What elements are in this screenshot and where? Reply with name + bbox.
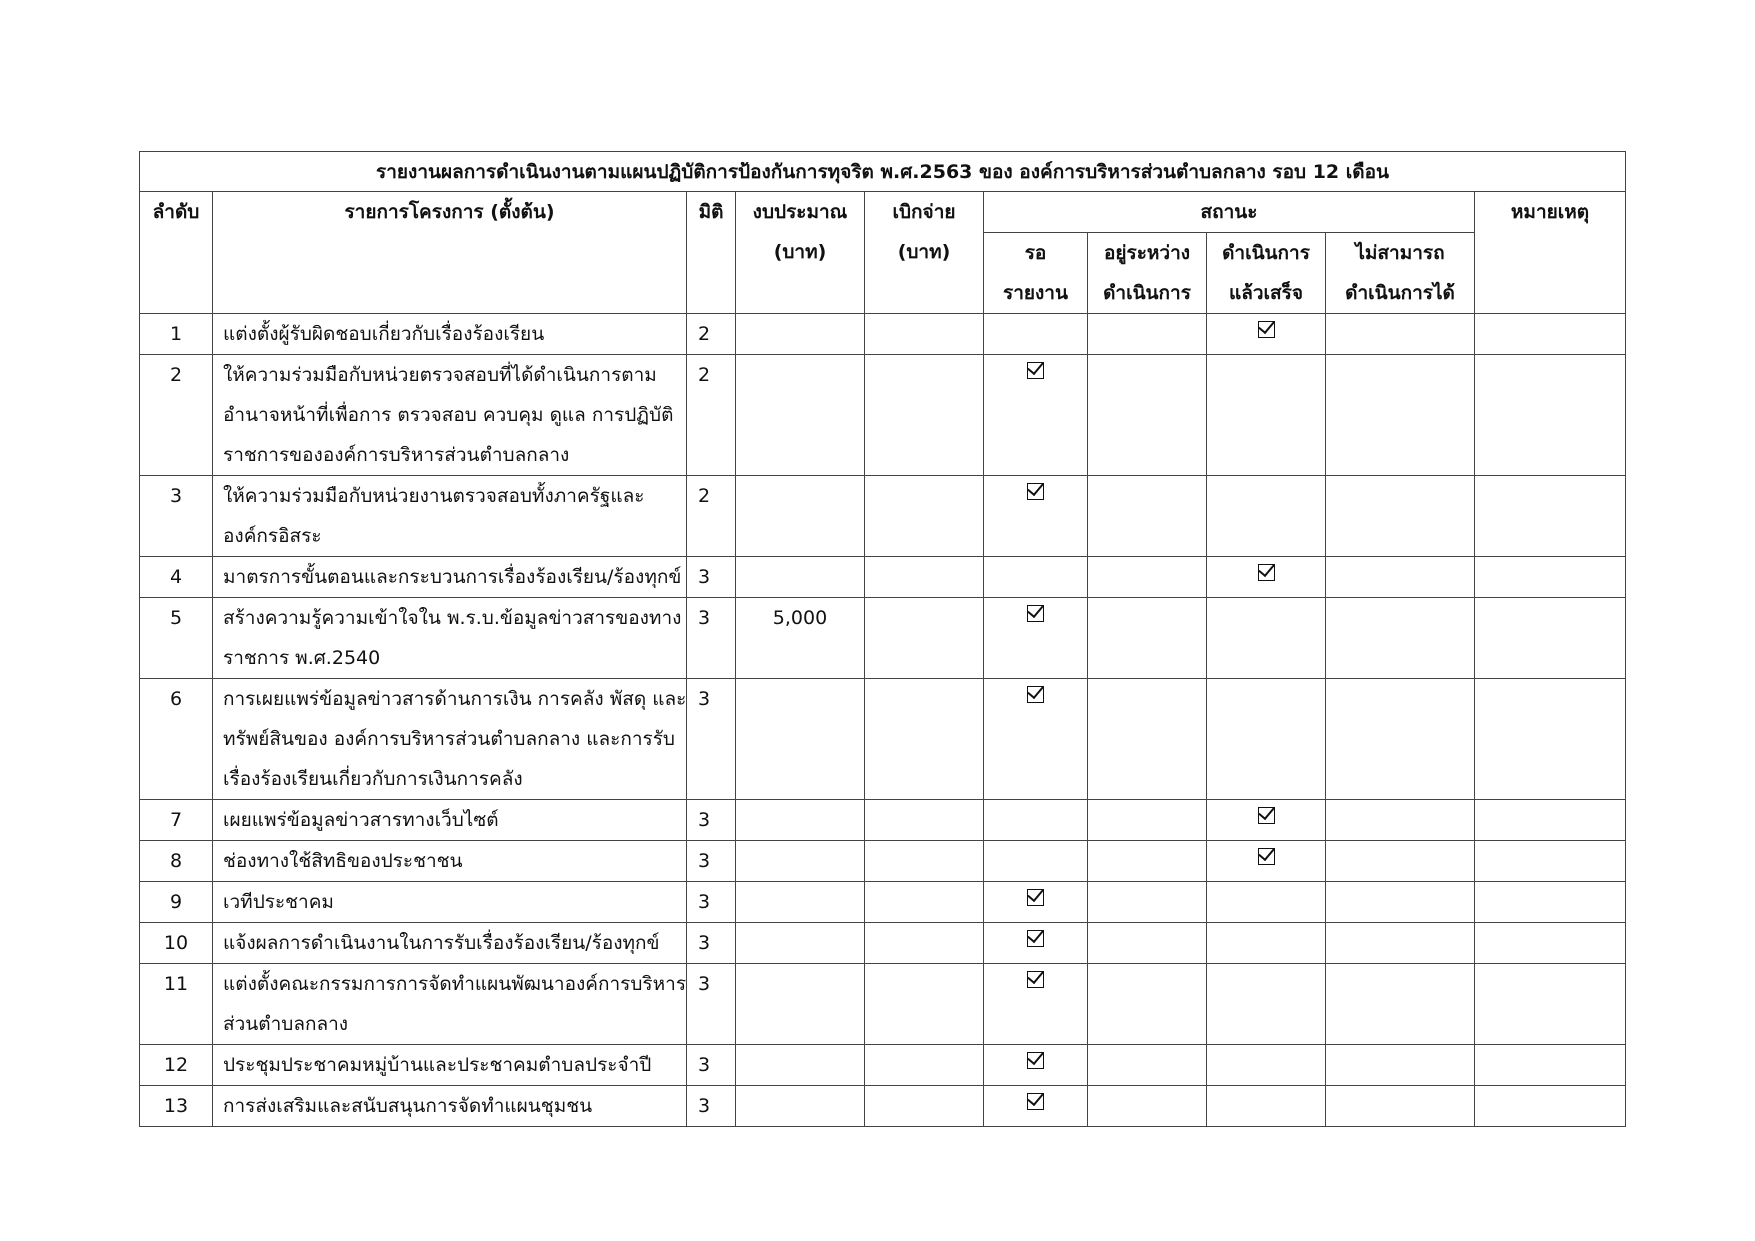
checked-box-icon (1027, 483, 1044, 500)
project-line: สร้างความรู้ความเข้าใจใน พ.ร.บ.ข้อมูลข่าวสารของทาง (223, 607, 682, 629)
row-number: 9 (140, 882, 213, 923)
row-disbursed (865, 1045, 984, 1086)
row-budget (736, 314, 865, 355)
status-cell-waiting (984, 598, 1088, 679)
status-cell-unable (1326, 314, 1475, 355)
row-project (213, 355, 687, 476)
header-no: ลำดับ (140, 192, 213, 314)
row-project (213, 964, 687, 1045)
header-project: รายการโครงการ (ตั้งต้น) (213, 192, 687, 314)
row-disbursed (865, 923, 984, 964)
row-project (213, 1086, 687, 1127)
status-cell-completed (1207, 679, 1326, 800)
row-project (213, 841, 687, 882)
status-cell-completed (1207, 355, 1326, 476)
row-budget (736, 1086, 865, 1127)
status-cell-waiting (984, 800, 1088, 841)
status-cell-completed (1207, 1045, 1326, 1086)
row-disbursed (865, 476, 984, 557)
status-cell-unable (1326, 557, 1475, 598)
row-remark (1475, 882, 1626, 923)
report-body (140, 314, 1626, 1127)
project-line: แต่งตั้งคณะกรรมการการจัดทำแผนพัฒนาองค์การบริหาร (223, 973, 687, 995)
status-cell-completed (1207, 964, 1326, 1045)
header-disbursed: เบิกจ่าย (บาท) (865, 192, 984, 314)
status-cell-in-progress (1088, 882, 1207, 923)
table-row (140, 355, 1626, 476)
row-number: 4 (140, 557, 213, 598)
row-disbursed (865, 598, 984, 679)
row-project (213, 314, 687, 355)
project-line: การเผยแพร่ข้อมูลข่าวสารด้านการเงิน การคลัง พัสดุ และ (223, 688, 687, 710)
row-remark (1475, 841, 1626, 882)
checked-box-icon (1027, 971, 1044, 988)
header-status-in-progress: อยู่ระหว่าง ดำเนินการ (1088, 233, 1207, 314)
row-remark (1475, 1086, 1626, 1127)
status-cell-completed (1207, 314, 1326, 355)
status-cell-completed (1207, 882, 1326, 923)
row-number: 6 (140, 679, 213, 800)
row-dimension: 3 (687, 679, 736, 800)
project-line: ให้ความร่วมมือกับหน่วยตรวจสอบที่ได้ดำเนินการตาม (223, 364, 657, 386)
report-title: รายงานผลการดำเนินงานตามแผนปฏิบัติการป้องกันการทุจริต พ.ศ.2563 ของ องค์การบริหารส่วนตำบลกลาง รอบ 12 เดือน (140, 152, 1626, 192)
row-budget (736, 355, 865, 476)
table-row (140, 598, 1626, 679)
checked-box-icon (1258, 564, 1275, 581)
row-disbursed (865, 679, 984, 800)
row-number: 3 (140, 476, 213, 557)
table-row (140, 964, 1626, 1045)
row-dimension: 3 (687, 841, 736, 882)
status-cell-in-progress (1088, 923, 1207, 964)
checked-box-icon (1027, 1052, 1044, 1069)
header-status-waiting: รอ รายงาน (984, 233, 1088, 314)
project-line: ส่วนตำบลกลาง (223, 1013, 349, 1035)
row-budget (736, 841, 865, 882)
row-remark (1475, 679, 1626, 800)
row-remark (1475, 800, 1626, 841)
checked-box-icon (1027, 605, 1044, 622)
table-row (140, 476, 1626, 557)
project-line: ราชการ พ.ศ.2540 (223, 647, 381, 669)
row-disbursed (865, 882, 984, 923)
project-line: มาตรการขั้นตอนและกระบวนการเรื่องร้องเรียน/ร้องทุกข์ (223, 566, 682, 588)
project-line: ทรัพย์สินของ องค์การบริหารส่วนตำบลกลาง และการรับ (223, 728, 675, 750)
status-cell-completed (1207, 476, 1326, 557)
table-row (140, 679, 1626, 800)
status-cell-unable (1326, 882, 1475, 923)
row-remark (1475, 1045, 1626, 1086)
row-budget: 5,000 (736, 598, 865, 679)
row-dimension: 3 (687, 964, 736, 1045)
status-cell-waiting (984, 882, 1088, 923)
status-cell-waiting (984, 355, 1088, 476)
header-status: สถานะ (984, 192, 1475, 233)
status-cell-in-progress (1088, 1045, 1207, 1086)
project-line: ประชุมประชาคมหมู่บ้านและประชาคมตำบลประจำปี (223, 1054, 652, 1076)
status-cell-in-progress (1088, 314, 1207, 355)
project-line: การส่งเสริมและสนับสนุนการจัดทำแผนชุมชน (223, 1095, 593, 1117)
report-table (139, 151, 1626, 1127)
status-cell-unable (1326, 1045, 1475, 1086)
status-cell-unable (1326, 923, 1475, 964)
checked-box-icon (1258, 321, 1275, 338)
row-dimension: 3 (687, 882, 736, 923)
project-line: แจ้งผลการดำเนินงานในการรับเรื่องร้องเรียน/ร้องทุกข์ (223, 932, 660, 954)
header-status-completed: ดำเนินการ แล้วเสร็จ (1207, 233, 1326, 314)
row-number: 7 (140, 800, 213, 841)
checked-box-icon (1258, 807, 1275, 824)
status-cell-completed (1207, 923, 1326, 964)
row-dimension: 3 (687, 557, 736, 598)
row-project (213, 882, 687, 923)
checked-box-icon (1027, 362, 1044, 379)
table-row (140, 314, 1626, 355)
row-dimension: 3 (687, 598, 736, 679)
header-remark: หมายเหตุ (1475, 192, 1626, 314)
row-number: 11 (140, 964, 213, 1045)
row-number: 1 (140, 314, 213, 355)
status-cell-completed (1207, 557, 1326, 598)
project-line: ช่องทางใช้สิทธิของประชาชน (223, 850, 463, 872)
row-remark (1475, 557, 1626, 598)
row-number: 13 (140, 1086, 213, 1127)
project-line: ราชการขององค์การบริหารส่วนตำบลกลาง (223, 444, 570, 466)
row-project (213, 1045, 687, 1086)
row-project (213, 476, 687, 557)
row-disbursed (865, 800, 984, 841)
header-budget: งบประมาณ (บาท) (736, 192, 865, 314)
row-number: 10 (140, 923, 213, 964)
row-disbursed (865, 1086, 984, 1127)
row-number: 8 (140, 841, 213, 882)
status-cell-waiting (984, 314, 1088, 355)
checked-box-icon (1027, 686, 1044, 703)
row-remark (1475, 355, 1626, 476)
table-row (140, 841, 1626, 882)
status-cell-in-progress (1088, 800, 1207, 841)
status-cell-in-progress (1088, 841, 1207, 882)
status-cell-waiting (984, 679, 1088, 800)
row-number: 5 (140, 598, 213, 679)
status-cell-completed (1207, 800, 1326, 841)
status-cell-unable (1326, 964, 1475, 1045)
row-remark (1475, 314, 1626, 355)
row-budget (736, 800, 865, 841)
row-budget (736, 923, 865, 964)
row-project (213, 557, 687, 598)
status-cell-in-progress (1088, 557, 1207, 598)
status-cell-waiting (984, 964, 1088, 1045)
status-cell-unable (1326, 355, 1475, 476)
project-line: อำนาจหน้าที่เพื่อการ ตรวจสอบ ควบคุม ดูแล การปฏิบัติ (223, 404, 674, 426)
row-number: 12 (140, 1045, 213, 1086)
status-cell-in-progress (1088, 355, 1207, 476)
project-line: เรื่องร้องเรียนเกี่ยวกับการเงินการคลัง (223, 768, 523, 790)
row-dimension: 2 (687, 355, 736, 476)
row-number: 2 (140, 355, 213, 476)
status-cell-completed (1207, 1086, 1326, 1127)
row-dimension: 2 (687, 476, 736, 557)
status-cell-waiting (984, 476, 1088, 557)
row-remark (1475, 476, 1626, 557)
row-budget (736, 964, 865, 1045)
status-cell-completed (1207, 598, 1326, 679)
row-dimension: 3 (687, 1045, 736, 1086)
status-cell-waiting (984, 557, 1088, 598)
table-row (140, 1086, 1626, 1127)
row-dimension: 2 (687, 314, 736, 355)
checked-box-icon (1027, 1093, 1044, 1110)
status-cell-unable (1326, 800, 1475, 841)
table-row (140, 1045, 1626, 1086)
status-cell-waiting (984, 1045, 1088, 1086)
status-cell-in-progress (1088, 598, 1207, 679)
row-project (213, 679, 687, 800)
row-project (213, 598, 687, 679)
row-disbursed (865, 964, 984, 1045)
status-cell-in-progress (1088, 476, 1207, 557)
row-disbursed (865, 841, 984, 882)
project-line: เผยแพร่ข้อมูลข่าวสารทางเว็บไซต์ (223, 809, 499, 831)
status-cell-unable (1326, 679, 1475, 800)
table-row (140, 882, 1626, 923)
row-budget (736, 1045, 865, 1086)
checked-box-icon (1027, 889, 1044, 906)
row-budget (736, 557, 865, 598)
status-cell-unable (1326, 1086, 1475, 1127)
row-remark (1475, 598, 1626, 679)
status-cell-in-progress (1088, 679, 1207, 800)
row-disbursed (865, 314, 984, 355)
row-disbursed (865, 557, 984, 598)
row-dimension: 3 (687, 1086, 736, 1127)
status-cell-unable (1326, 598, 1475, 679)
project-line: แต่งตั้งผู้รับผิดชอบเกี่ยวกับเรื่องร้องเรียน (223, 323, 545, 345)
status-cell-unable (1326, 841, 1475, 882)
status-cell-waiting (984, 841, 1088, 882)
project-line: องค์กรอิสระ (223, 525, 322, 547)
table-row (140, 923, 1626, 964)
status-cell-completed (1207, 841, 1326, 882)
table-row (140, 800, 1626, 841)
checked-box-icon (1258, 848, 1275, 865)
project-line: เวทีประชาคม (223, 891, 334, 913)
table-row (140, 557, 1626, 598)
row-remark (1475, 964, 1626, 1045)
row-budget (736, 882, 865, 923)
row-disbursed (865, 355, 984, 476)
row-dimension: 3 (687, 923, 736, 964)
row-budget (736, 679, 865, 800)
status-cell-in-progress (1088, 1086, 1207, 1127)
row-remark (1475, 923, 1626, 964)
checked-box-icon (1027, 930, 1044, 947)
header-status-unable: ไม่สามารถ ดำเนินการได้ (1326, 233, 1475, 314)
status-cell-in-progress (1088, 964, 1207, 1045)
status-cell-waiting (984, 1086, 1088, 1127)
row-dimension: 3 (687, 800, 736, 841)
status-cell-waiting (984, 923, 1088, 964)
header-dimension: มิติ (687, 192, 736, 314)
status-cell-unable (1326, 476, 1475, 557)
row-budget (736, 476, 865, 557)
row-project (213, 800, 687, 841)
row-project (213, 923, 687, 964)
project-line: ให้ความร่วมมือกับหน่วยงานตรวจสอบทั้งภาครัฐและ (223, 485, 645, 507)
